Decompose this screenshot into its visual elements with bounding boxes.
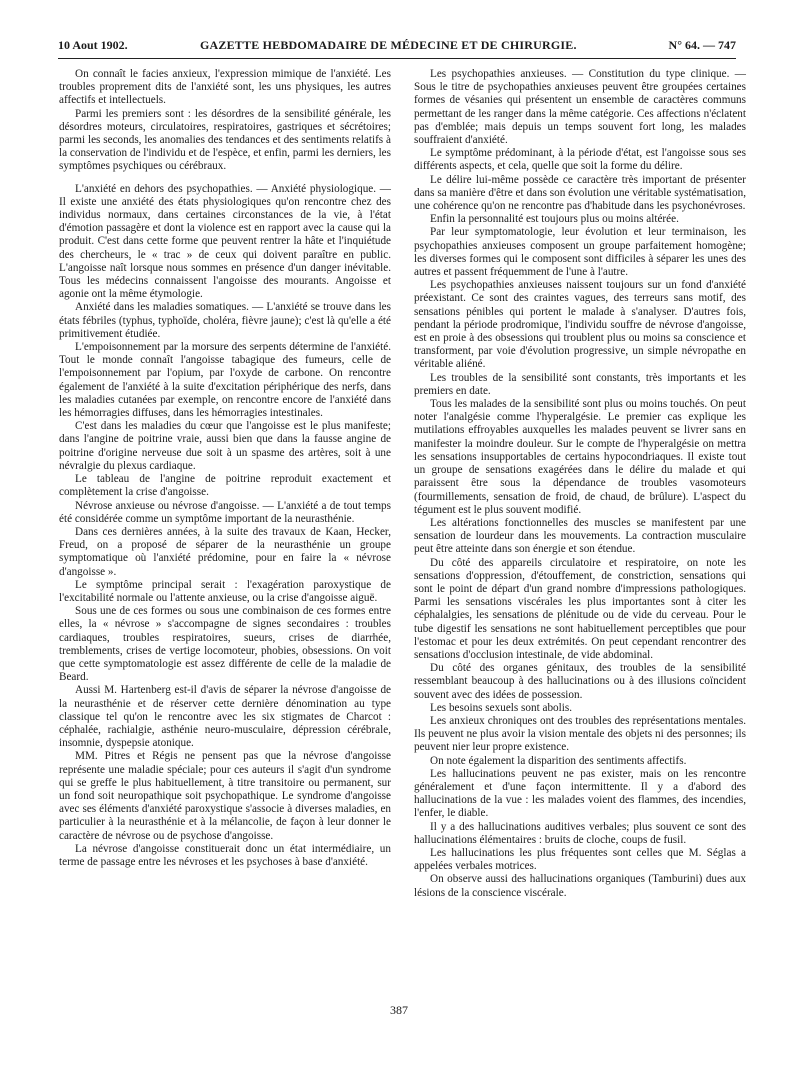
paragraph: Les psychopathies anxieuses naissent toujours sur un fond d'anxiété préexistant. Ce sont des craintes vagues, des terreurs sans motif, des sensations pénibles qui portent le malade à s'analyser. D'autres fois, pendant la période prodromique, l'individu souffre de névrose d'angoisse, est en proie à des obsessions qui troublent plus ou moins sa conscience et transforment, par voie d'évolution progressive, un simple névropathe en véritable aliéné.: [414, 279, 746, 371]
paragraph: Névrose anxieuse ou névrose d'angoisse. — L'anxiété a de tout temps été considérée comme un symptôme important de la neurasthénie.: [59, 499, 391, 525]
running-header: [58, 37, 736, 59]
paragraph: MM. Pitres et Régis ne pensent pas que la névrose d'angoisse représente une maladie spéciale; pour ces auteurs il s'agit d'un syndrome qui se greffe le plus habituellement, à titre transitoire ou permanent, sur un fond soit neuropathique soit psychopathique. Le syndrome d'angoisse avec ses éléments d'anxiété paroxystique s'associe à diverses maladies, en particulier à la neurasthénie et à la mélancolie, de façon à leur donner le caractère de névrose ou de psychose d'angoisse.: [59, 750, 391, 842]
paragraph: Sous une de ces formes ou sous une combinaison de ces formes entre elles, la « névrose » s'accompagne de signes secondaires : troubles cardiaques, troubles respiratoires, sueurs, crises de diarrhée, tremblements, crises de vertige locomoteur, phobies, obsessions. On voit que cette symptomatologie est assez différente de celle de la maladie de Beard.: [59, 605, 391, 684]
paragraph: Enfin la personnalité est toujours plus ou moins altérée.: [430, 213, 679, 226]
paragraph: La névrose d'angoisse constituerait donc un état intermédiaire, un terme de passage entre les névroses et les psychoses à base d'anxiété.: [59, 842, 391, 868]
page-folio: 387: [390, 1003, 408, 1017]
paragraph: Les altérations fonctionnelles des muscles se manifestent par une sensation de lourdeur dans les mouvements. La contraction musculaire peut être atteinte dans son énergie et son étendue.: [414, 516, 746, 556]
paragraph: On note également la disparition des sentiments affectifs.: [430, 754, 687, 767]
paragraph: Du côté des organes génitaux, des troubles de la sensibilité ressemblant beaucoup à des hallucinations ou à des illusions coïncident souvent avec des idées de possession.: [414, 662, 746, 701]
journal-title: GAZETTE HEBDOMADAIRE DE MÉDECINE ET DE CHIRURGIE.: [200, 38, 577, 52]
paragraph: C'est dans les maladies du cœur que l'angoisse est le plus manifeste; dans l'angine de poitrine vraie, aussi bien que dans la fausse angine de poitrine d'origine nerveuse due soit à un spasme des artères, soit à une névralgie du plexus cardiaque.: [59, 420, 391, 472]
right-column: [414, 68, 746, 900]
paragraph: Les hallucinations peuvent ne pas exister, mais on les rencontre généralement et d'une façon intermittente. Il y a d'abord des hallucinations de la vue : les malades voient des flammes, des incendies, l'enfer, le diable.: [414, 767, 746, 820]
issue-date: 10 Aout 1902.: [58, 38, 128, 52]
paragraph: Le symptôme principal serait : l'exagération paroxystique de l'excitabilité normale ou l'attente anxieuse, ou la crise d'angoisse aiguë.: [59, 578, 391, 604]
paragraph: Anxiété dans les maladies somatiques. — L'anxiété se trouve dans les états fébriles (typhus, typhoïde, choléra, fièvre jaune); c'est là qu'elle a été primitivement étudiée.: [59, 301, 391, 340]
paragraph: Il y a des hallucinations auditives verbales; plus souvent ce sont des hallucinations élémentaires : bruits de cloche, coups de fusil.: [414, 820, 746, 846]
issue-number-page: N° 64. — 747: [668, 38, 736, 52]
paragraph: Le symptôme prédominant, à la période d'état, est l'angoisse sous ses différents aspects, et cela, quelle que soit la forme du délire.: [414, 147, 746, 173]
paragraph: Dans ces dernières années, à la suite des travaux de Kaan, Hecker, Freud, on a proposé de séparer de la neurasthénie un groupe symptomatique où l'anxiété prédomine, pour en faire la « névrose d'angoisse ».: [59, 525, 391, 578]
paragraph: Les troubles de la sensibilité sont constants, très importants et les premiers en date.: [414, 371, 746, 397]
paragraph: Tous les malades de la sensibilité sont plus ou moins touchés. On peut noter l'analgésie comme l'hyperalgésie. Le premier cas explique les mutilations effroyables auxquelles les malades peuvent se livrer sans en manifester la moindre douleur. Sur le compte de l'hyperalgésie on mettra les sensations insupportables de certains hypocondriaques. Il existe tout un groupe de sensations exagérées dans le délire du malade et qui paraissent être sous la dépendance de troubles vasomoteurs (fourmillements, sensation de froid, de chaud, de brûlure). L'aspect du tégument est le plus souvent modifié.: [414, 398, 746, 516]
paragraph: Les hallucinations les plus fréquentes sont celles que M. Séglas a appelées verbales motrices.: [414, 846, 746, 873]
paragraph: Aussi M. Hartenberg est-il d'avis de séparer la névrose d'angoisse de la neurasthénie et de réserver cette dernière dénomination au type classique tel qu'on le rencontre avec les six stigmates de Charcot : céphalée, rachialgie, asthénie neuro-musculaire, dépression cérébrale, insomnie, dyspepsie atonique.: [59, 684, 391, 750]
paragraph: Par leur symptomatologie, leur évolution et leur terminaison, les psychopathies anxieuses composent un groupe parfaitement homogène; les diverses formes qui le composent sont difficiles à séparer les unes des autres et passent fréquemment de l'une à l'autre.: [414, 226, 746, 279]
paragraph: Parmi les premiers sont : les désordres de la sensibilité générale, les désordres moteurs, circulatoires, respiratoires, gastriques et sécrétoires; parmi les seconds, les anomalies des tendances et des sentiments relatifs à la conservation de l'individu et de l'espèce, et enfin, parmi les derniers, les symptômes psychiques ou cérébraux.: [59, 107, 391, 173]
paragraph: On observe aussi des hallucinations organiques (Tamburini) dues aux lésions de la conscience viscérale.: [414, 873, 746, 899]
paragraph: Le tableau de l'angine de poitrine reproduit exactement et complètement la crise d'angoisse.: [59, 473, 391, 499]
paragraph: L'empoisonnement par la morsure des serpents détermine de l'anxiété. Tout le monde connaît l'angoisse tabagique des fumeurs, celle de l'empoisonnement par l'opium, par l'oxyde de carbone. On rencontre également de l'anxiété à la suite d'excitation périphérique des nerfs, dans les maladies cutanées par exemple, on rencontre encore de l'anxiété dans les hémorragies diffuses, dans les hémorragies intestinales.: [59, 341, 391, 420]
left-column: [59, 68, 391, 869]
paragraph: Les anxieux chroniques ont des troubles des représentations mentales. Ils peuvent ne plus avoir la vision mentale des objets ni des personnes; ils peuvent nier leur propre existence.: [414, 714, 746, 754]
section-paragraph: L'anxiété en dehors des psychopathies. — Anxiété physiologique. — Il existe une anxiété des états physiologiques qu'on rencontre chez des individus normaux, dans certaines circonstances de la vie, à l'état d'émotion passagère et dont la violence est en rapport avec la cause qui la produit. C'est dans cette forme que peuvent rentrer la hâte et l'inquiétude des chercheurs, le « trac » de ceux qui doivent paraître en public. L'angoisse naît lorsque nous sommes en présence d'un danger inévitable. Tous les médecins connaissent l'angoisse des mourants. Angoisse et agonie ont la même étymologie.: [59, 182, 391, 301]
paragraph: Du côté des appareils circulatoire et respiratoire, on note les sensations d'oppression, d'étouffement, de constriction, sensations qui sont le point de départ d'un grand nombre d'impressions pathologiques. Parmi les sensations viscérales les plus importantes sont à citer les céphalalgies, les sensations de plénitude ou de vide du cerveau. Pour le tube digestif les sensations ne sont habituellement perceptibles que pour l'estomac et pour les deux extrémités. On peut cependant rencontrer des sensations d'occlusion intestinale, de vide abdominal.: [414, 556, 746, 661]
paragraph: Le délire lui-même possède ce caractère très important de présenter dans sa manière d'être et dans son évolution une véritable systématisation, une cohérence qu'on ne rencontre pas d'habitude dans les psychonévroses.: [414, 173, 746, 213]
header-rule: [58, 58, 736, 59]
section-paragraph: Les psychopathies anxieuses. — Constitution du type clinique. — Sous le titre de psychopathies anxieuses peuvent être groupées certaines formes de vésanies qui présentent un ensemble de caractères communs permettant de les ranger dans la même catégorie. Ces affections n'éclatent pas d'emblée; mais depuis un temps souvent fort long, les malades souffraient d'anxiété.: [414, 68, 746, 147]
paragraph: Les besoins sexuels sont abolis.: [430, 701, 573, 714]
paragraph: On connaît le facies anxieux, l'expression mimique de l'anxiété. Les troubles proprement dits de l'anxiété sont, les uns physiques, les autres affectifs et intellectuels.: [59, 68, 391, 107]
